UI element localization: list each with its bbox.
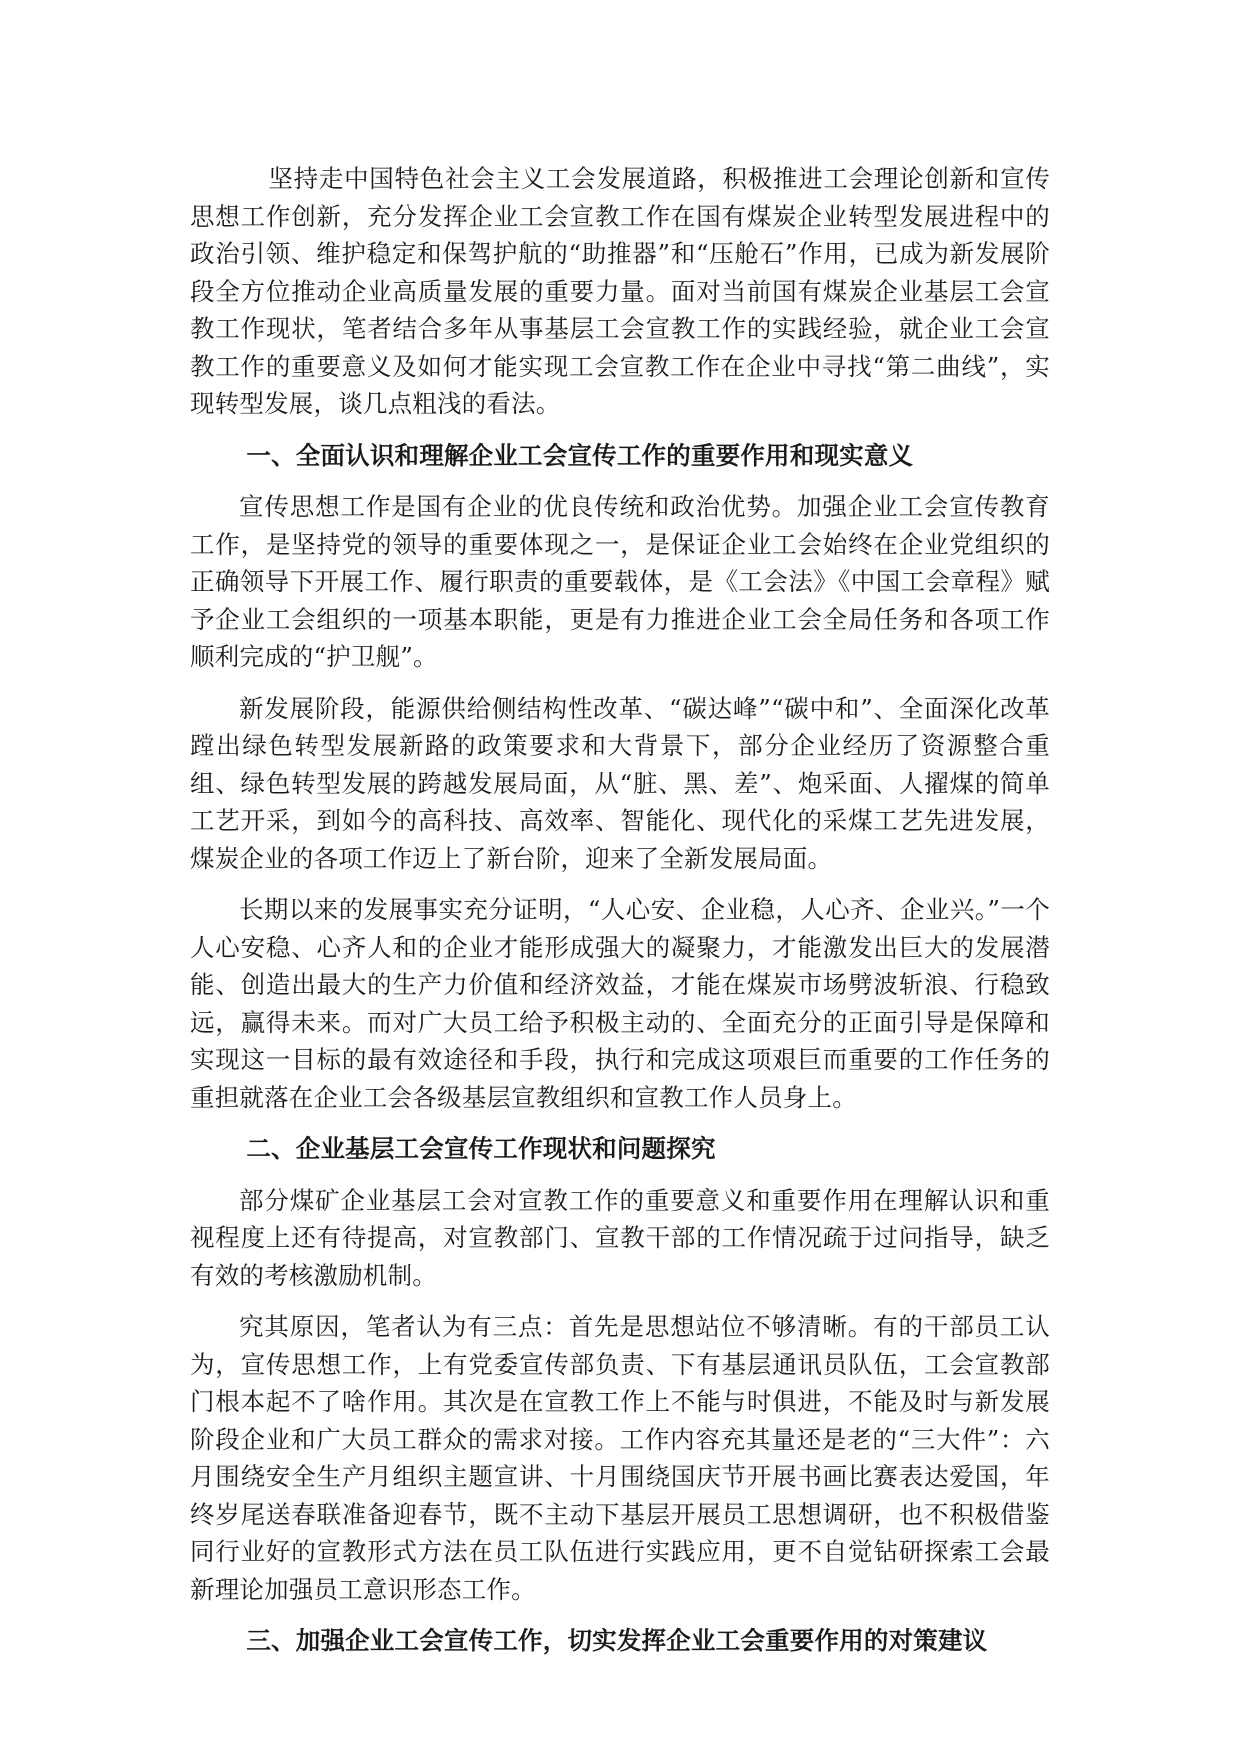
paragraph-6: 究其原因，笔者认为有三点：首先是思想站位不够清晰。有的干部员工认为，宣传思想工作，上有党委宣传部负责、下有基层通讯员队伍，工会宣教部门根本起不了啥作用。其次是在宣教工作上不能与时俱进，不能及时与新发展阶段企业和广大员工群众的需求对接。工作内容充其量还是老的“三大件”：六月围绕安全生产月组织主题宣讲、十月围绕国庆节开展书画比赛表达爱国，年终岁尾送春联准备迎春节，既不主动下基层开展员工思想调研，也不积极借鉴同行业好的宣教形式方法在员工队伍进行实践应用，更不自觉钻研探索工会最新理论加强员工意识形态工作。 (190, 1312, 1050, 1604)
section-heading-3: 三、加强企业工会宣传工作，切实发挥企业工会重要作用的对策建议 (246, 1626, 988, 1655)
document-page (190, 160, 1050, 1660)
paragraph-5: 部分煤矿企业基层工会对宣教工作的重要意义和重要作用在理解认识和重视程度上还有待提高，对宣教部门、宣教干部的工作情况疏于过问指导，缺乏有效的考核激励机制。 (190, 1185, 1050, 1290)
paragraph-2: 宣传思想工作是国有企业的优良传统和政治优势。加强企业工会宣传教育工作，是坚持党的领导的重要体现之一，是保证企业工会始终在企业党组织的正确领导下开展工作、履行职责的重要载体，是《工会法》《中国工会章程》赋予企业工会组织的一项基本职能，更是有力推进企业工会全局任务和各项工作顺利完成的“护卫舰”。 (190, 492, 1050, 671)
section-heading-2: 二、企业基层工会宣传工作现状和问题探究 (246, 1134, 716, 1163)
section-heading-1: 一、全面认识和理解企业工会宣传工作的重要作用和现实意义 (246, 440, 914, 470)
paragraph-3: 新发展阶段，能源供给侧结构性改革、“碳达峰”“碳中和”、全面深化改革蹚出绿色转型发展新路的政策要求和大背景下，部分企业经历了资源整合重组、绿色转型发展的跨越发展局面，从“脏、黑、差”、炮采面、人擢煤的简单工艺开采，到如今的高科技、高效率、智能化、现代化的采煤工艺先进发展，煤炭企业的各项工作迈上了新台阶，迎来了全新发展局面。 (190, 693, 1050, 873)
intro-paragraph: 坚持走中国特色社会主义工会发展道路，积极推进工会理论创新和宣传思想工作创新，充分发挥企业工会宣教工作在国有煤炭企业转型发展进程中的政治引领、维护稳定和保驾护航的“助推器”和“压舱石”作用，已成为新发展阶段全方位推动企业高质量发展的重要力量。面对当前国有煤炭企业基层工会宣教工作现状，笔者结合多年从事基层工会宣教工作的实践经验，就企业工会宣教工作的重要意义及如何才能实现工会宣教工作在企业中寻找“第二曲线”，实现转型发展，谈几点粗浅的看法。 (190, 164, 1050, 418)
paragraph-4: 长期以来的发展事实充分证明，“人心安、企业稳，人心齐、企业兴。”一个人心安稳、心齐人和的企业才能形成强大的凝聚力，才能激发出巨大的发展潜能、创造出最大的生产力价值和经济效益，才能在煤炭市场劈波斩浪、行稳致远，赢得未来。而对广大员工给予积极主动的、全面充分的正面引导是保障和实现这一目标的最有效途径和手段，执行和完成这项艰巨而重要的工作任务的重担就落在企业工会各级基层宣教组织和宣教工作人员身上。 (190, 895, 1050, 1112)
